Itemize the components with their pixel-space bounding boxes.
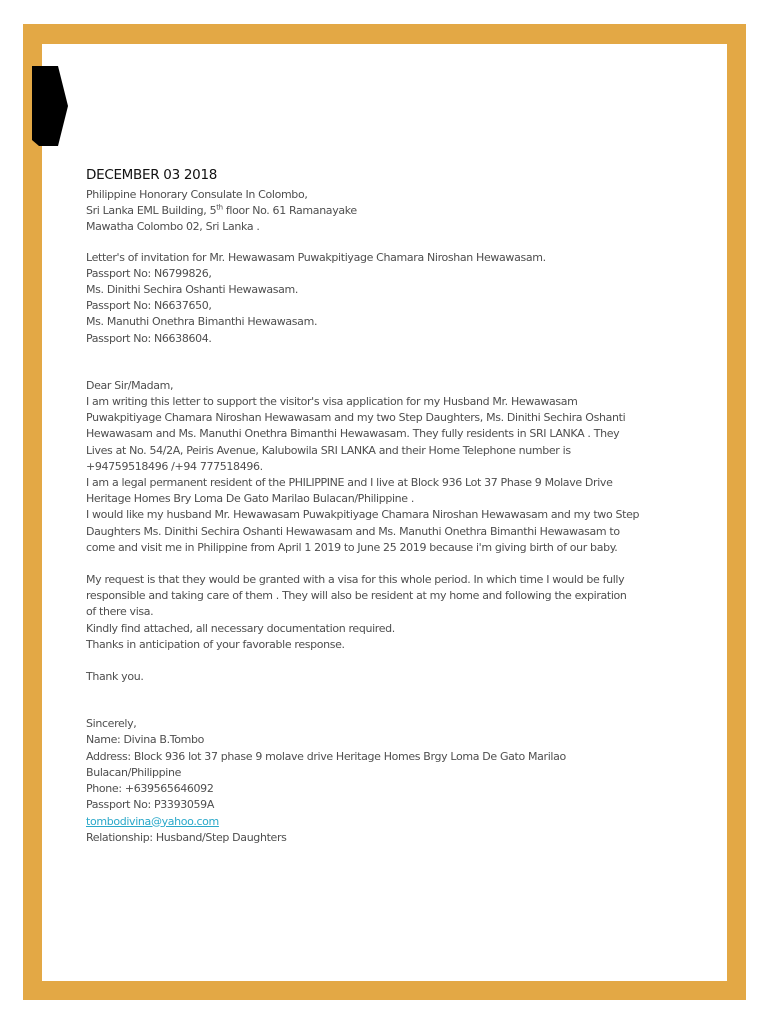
recipient-line-text: Sri Lanka EML Building, 5 <box>86 204 217 218</box>
subject-block <box>86 250 686 347</box>
subject-line: Ms. Dinithi Sechira Oshanti Hewawasam. <box>86 283 299 297</box>
sender-address: Address: Block 936 lot 37 phase 9 molave drive Heritage Homes Brgy Loma De Gato Marilao <box>86 749 566 763</box>
body-line: Puwakpitiyage Chamara Niroshan Hewawasam and my two Step Daughters, Ms. Dinithi Sechira Oshanti <box>86 411 626 425</box>
body-line: Heritage Homes Bry Loma De Gato Marilao Bulacan/Philippine . <box>86 492 415 506</box>
body-line: Lives at No. 54/2A, Peiris Avenue, Kalubowila SRI LANKA and their Home Telephone number is <box>86 443 571 457</box>
ordinal-superscript: th <box>216 203 223 212</box>
sender-relationship: Relationship: Husband/Step Daughters <box>86 830 287 844</box>
recipient-line-text: floor No. 61 Ramanayake <box>222 204 357 218</box>
body-line: Thanks in anticipation of your favorable response. <box>86 637 345 651</box>
sender-phone: Phone: +639565646092 <box>86 782 214 796</box>
body-line: Daughters Ms. Dinithi Sechira Oshanti Hewawasam and Ms. Manuthi Onethra Bimanthi Hewawasam to <box>86 524 620 538</box>
recipient-line <box>86 203 686 219</box>
sender-passport: Passport No: P3393059A <box>86 798 214 812</box>
recipient-line: Philippine Honorary Consulate In Colombo, <box>86 188 308 201</box>
body-paragraph-1 <box>86 394 686 556</box>
signature-block <box>86 716 686 846</box>
body-line: come and visit me in Philippine from April 1 2019 to June 25 2019 because i'm giving birth of our baby. <box>86 540 618 554</box>
subject-line: Passport No: N6799826, <box>86 266 212 280</box>
black-arrow-tab-icon <box>32 66 68 146</box>
recipient-line: Mawatha Colombo 02, Sri Lanka . <box>86 220 260 234</box>
body-line: Hewawasam and Ms. Manuthi Onethra Bimanthi Hewawasam. They fully residents in SRI LANKA . They <box>86 427 620 441</box>
recipient-block <box>86 187 686 236</box>
body-line: +94759518496 /+94 777518496. <box>86 459 263 473</box>
body-line: I am writing this letter to support the visitor's visa application for my Husband Mr. Hewawasam <box>86 395 578 409</box>
closing: Sincerely, <box>86 717 137 731</box>
body-line: Kindly find attached, all necessary documentation required. <box>86 621 395 635</box>
subject-line: Letter's of invitation for Mr. Hewawasam Puwakpitiyage Chamara Niroshan Hewawasam. <box>86 250 546 264</box>
body-paragraph-2 <box>86 572 686 653</box>
salutation: Dear Sir/Madam, <box>86 378 174 392</box>
body-line: responsible and taking care of them . They will also be resident at my home and following the expiration <box>86 589 627 603</box>
sender-email-link[interactable]: tombodivina@yahoo.com <box>86 814 219 828</box>
subject-line: Passport No: N6637650, <box>86 299 212 313</box>
letter-content <box>86 166 686 846</box>
sender-name: Name: Divina B.Tombo <box>86 733 205 747</box>
sender-address: Bulacan/Philippine <box>86 765 182 779</box>
body-line: I would like my husband Mr. Hewawasam Puwakpitiyage Chamara Niroshan Hewawasam and my two Step <box>86 508 640 522</box>
letter-date: DECEMBER 03 2018 <box>86 167 218 183</box>
subject-line: Passport No: N6638604. <box>86 331 212 345</box>
subject-line: Ms. Manuthi Onethra Bimanthi Hewawasam. <box>86 315 318 329</box>
body-line: My request is that they would be granted with a visa for this whole period. In which time I would be fully <box>86 573 625 587</box>
body-line: of there visa. <box>86 605 154 619</box>
thank-you-line: Thank you. <box>86 670 144 684</box>
body-line: I am a legal permanent resident of the PHILIPPINE and I live at Block 936 Lot 37 Phase 9 Molave Drive <box>86 476 613 490</box>
